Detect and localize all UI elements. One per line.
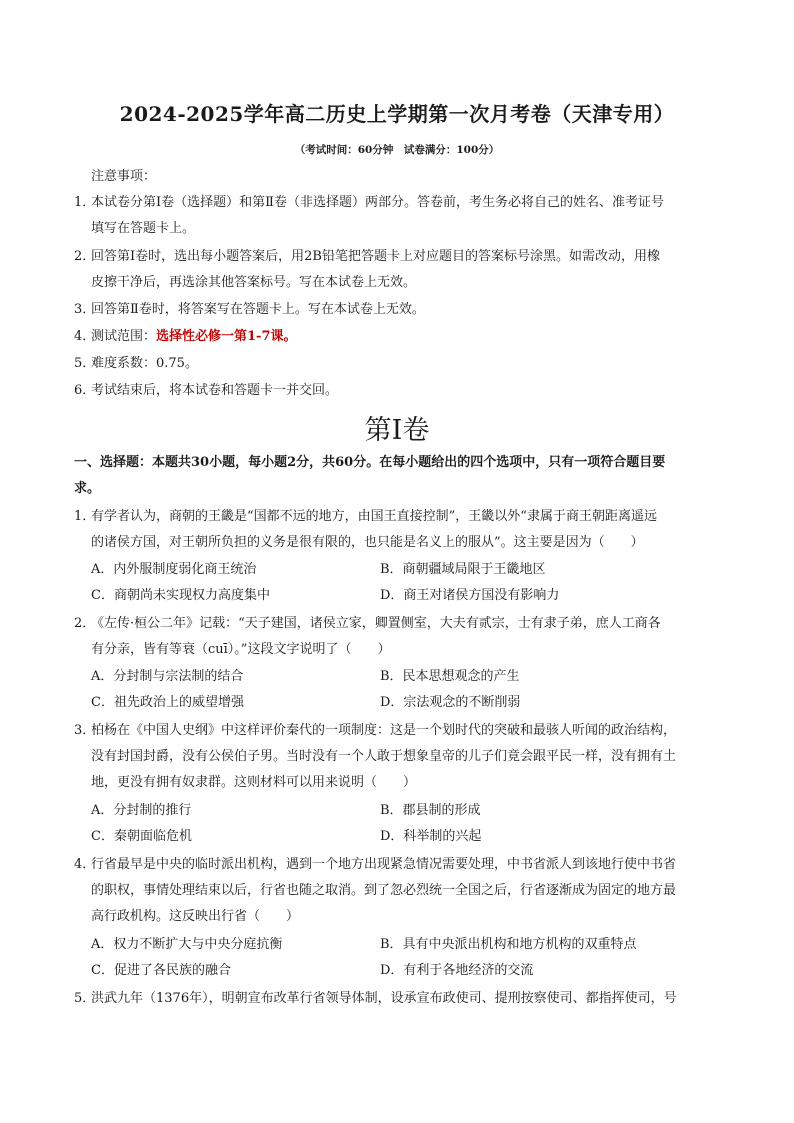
question-2 [74, 615, 661, 633]
question-3 [74, 722, 676, 740]
question-4 [74, 856, 676, 874]
question-stem: 有学者认为，商朝的王畿是“国都不远的地方，由国王直接控制”，王畿以外“隶属于商王朝距离遥远 [91, 509, 657, 524]
test-scope-highlight: 选择性必修一第1-7课。 [156, 329, 297, 344]
page-title: 2024-2025学年高二历史上学期第一次月考卷（天津专用） [119, 102, 675, 126]
option-c[interactable]: C．祖先政治上的威望增强 [91, 695, 244, 710]
question-5 [74, 990, 677, 1008]
notice-item [74, 194, 664, 212]
notice-text: 难度系数：0.75。 [91, 356, 198, 371]
notice-text-continued: 填写在答题卡上。 [91, 221, 196, 236]
option-a[interactable]: A．分封制与宗法制的结合 [91, 669, 244, 684]
notice-number: 4． [74, 329, 96, 344]
page-subtitle: （考试时间：60分钟 试卷满分：100分） [294, 144, 500, 156]
option-c[interactable]: C．商朝尚未实现权力高度集中 [91, 588, 270, 603]
question-stem-continued: 的诸侯方国，对王朝所负担的义务是很有限的，也只能是名义上的服从”。这主要是因为（ ） [91, 535, 644, 550]
notice-text: 测试范围： [91, 329, 157, 344]
section-title: 第Ⅰ卷 [364, 415, 430, 446]
question-number: 1． [74, 509, 96, 524]
question-stem-continued: 高行政机构。这反映出行省（ ） [91, 909, 300, 924]
notice-number: 3． [74, 302, 96, 317]
notice-number: 5． [74, 356, 96, 371]
question-stem-continued: 的职权，事情处理结束以后，行省也随之取消。到了忽必烈统一全国之后，行省逐渐成为固定的地方最 [91, 883, 677, 898]
option-b[interactable]: B．民本思想观念的产生 [380, 669, 520, 684]
question-number: 4． [74, 857, 96, 872]
notice-item [74, 328, 297, 346]
option-d[interactable]: D．商王对诸侯方国没有影响力 [380, 588, 560, 603]
notice-text: 回答第Ⅱ卷时，将答案写在答题卡上。写在本试卷上无效。 [91, 302, 425, 317]
option-d[interactable]: D．有利于各地经济的交流 [380, 963, 534, 978]
option-b[interactable]: B．郡县制的形成 [380, 803, 481, 818]
notice-text: 回答第Ⅰ卷时，选出每小题答案后，用2B铅笔把答题卡上对应题目的答案标号涂黑。如需改动，用橡 [91, 249, 660, 264]
question-stem: 柏杨在《中国人史纲》中这样评价秦代的一项制度：这是一个划时代的突破和最骇人听闻的政治结构， [91, 723, 677, 738]
question-stem: 行省最早是中央的临时派出机构，遇到一个地方出现紧急情况需要处理，中书省派人到该地行使中书省 [91, 857, 677, 872]
option-b[interactable]: B．具有中央派出机构和地方机构的双重特点 [380, 937, 637, 952]
notice-heading: 注意事项： [91, 169, 157, 184]
option-d[interactable]: D．科举制的兴起 [380, 829, 482, 844]
question-stem: 《左传·桓公二年》记载：“天子建国，诸侯立家，卿置侧室，大夫有贰宗，士有隶子弟，庶人工商各 [91, 616, 661, 631]
option-d[interactable]: D．宗法观念的不断削弱 [380, 695, 521, 710]
question-stem-continued: 地，更没有拥有奴隶群。这则材料可以用来说明（ ） [91, 775, 417, 790]
notice-item [74, 382, 338, 400]
notice-item [74, 355, 198, 373]
notice-text: 考试结束后，将本试卷和答题卡一并交回。 [91, 383, 339, 398]
notice-text: 本试卷分第Ⅰ卷（选择题）和第Ⅱ卷（非选择题）两部分。答卷前，考生务必将自己的姓名、准考证号 [91, 195, 664, 210]
question-1 [74, 508, 657, 526]
section-intro-continued: 求。 [74, 481, 101, 496]
notice-number: 6． [74, 383, 96, 398]
section-intro: 一、选择题：本题共30小题，每小题2分，共60分。在每小题给出的四个选项中，只有一项符合题目要 [74, 455, 666, 470]
option-c[interactable]: C．秦朝面临危机 [91, 829, 192, 844]
notice-number: 2． [74, 249, 96, 264]
notice-item [74, 248, 660, 266]
option-a[interactable]: A．分封制的推行 [91, 803, 192, 818]
notice-number: 1． [74, 195, 96, 210]
question-number: 3． [74, 723, 96, 738]
option-a[interactable]: A．内外服制度弱化商王统治 [91, 562, 257, 577]
question-stem: 洪武九年（1376年），明朝宣布改革行省领导体制，设承宣布政使司、提刑按察使司、都指挥使司，号 [91, 991, 677, 1006]
question-stem-continued: 有分亲，皆有等衰（cuī）。”这段文字说明了（ ） [91, 642, 391, 657]
question-number: 2． [74, 616, 96, 631]
option-c[interactable]: C．促进了各民族的融合 [91, 963, 231, 978]
question-number: 5． [74, 991, 96, 1006]
option-a[interactable]: A．权力不断扩大与中央分庭抗衡 [91, 937, 283, 952]
option-b[interactable]: B．商朝疆域局限于王畿地区 [380, 562, 546, 577]
notice-item [74, 301, 425, 319]
question-stem-continued: 没有封国封爵，没有公侯伯子男。当时没有一个人敢于想象皇帝的儿子们竟会跟平民一样，没有拥有土 [91, 749, 677, 764]
notice-text-continued: 皮擦干净后，再选涂其他答案标号。写在本试卷上无效。 [91, 275, 417, 290]
